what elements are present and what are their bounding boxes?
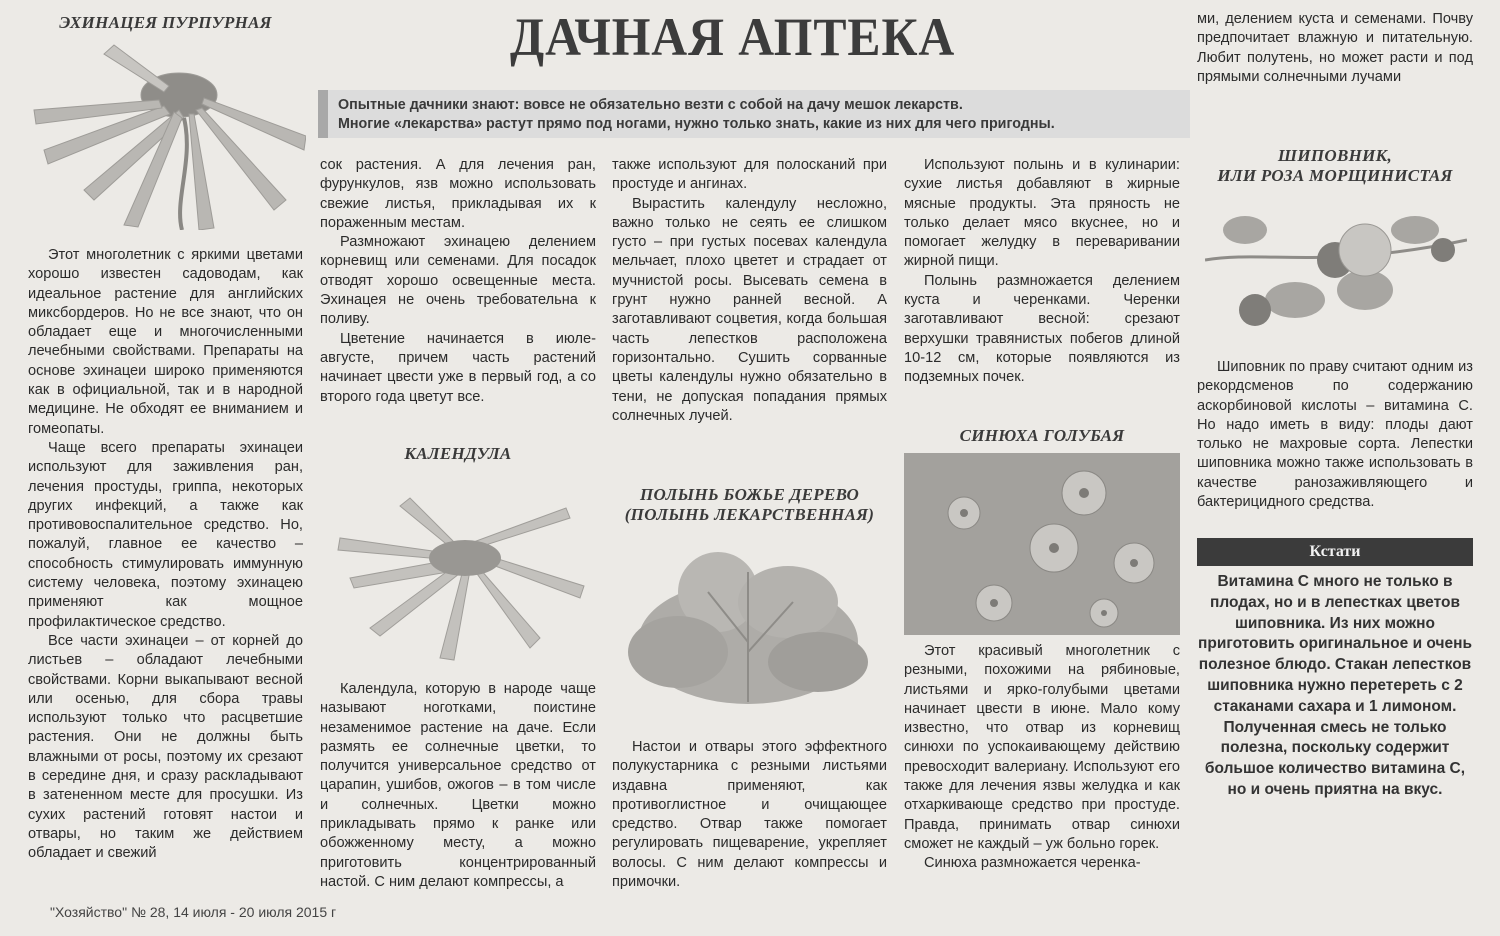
polemonium-text-col4	[904, 642, 1180, 874]
heading-rosehip	[1197, 146, 1473, 186]
heading-wormwood-line-2: (ПОЛЫНЬ ЛЕКАРСТВЕННАЯ)	[624, 505, 875, 524]
echinacea-illustration	[24, 40, 306, 230]
polemonium-text-col5	[1197, 10, 1473, 87]
heading-rosehip-line-2: ИЛИ РОЗА МОРЩИНИСТАЯ	[1217, 166, 1453, 185]
calendula-flower-icon	[330, 478, 590, 670]
paragraph: Размножают эхинацею делением корневищ или семенами. Для посадок отводят хорошо освещенные места. Эхинацея не очень требовательна к поливу.	[320, 234, 596, 328]
sidebar-text: Витамина С много не только в плодах, но и в лепестках цветов шиповника. Из них можно приготовить оригинальное и очень полезное блюдо. Стакан лепестков шиповника нужно перетереть с 2 стаканами сахара и 1 лимоном. Полученная смесь не только полезна, поскольку содержит большое количество витамина С, но и очень приятна на вкус.	[1197, 573, 1473, 798]
paragraph: Шиповник по праву считают одним из рекордсменов по содержанию аскорбиновой кислоты – витамина С. Но надо иметь в виду: плоды дают только не махровые сорта. Лепестки шиповника можно также использовать в качестве ранозаживляющего и бактерицидного средства.	[1197, 359, 1473, 511]
calendula-text-col3	[612, 156, 887, 426]
lead-paragraph	[318, 90, 1190, 138]
heading-polemonium: СИНЮХА ГОЛУБАЯ	[959, 426, 1125, 445]
heading-calendula: КАЛЕНДУЛА	[404, 444, 512, 463]
paragraph: Календула, которую в народе чаще называют ноготками, поистине незаменимое растение на даче. Если размять ее солнечные цветки, то получится универсальное средство от царапин, ушибов, ожогов – в том числе и солнечных. Цветки можно прикладывать прямо к ранке или обожженному месту, а можно приготовить концентрированный настой. С ним делают компрессы, а	[320, 681, 596, 890]
heading-wormwood-line-1: ПОЛЫНЬ БОЖЬЕ ДЕРЕВО	[639, 485, 860, 504]
paragraph: Этот красивый многолетник с резными, похожими на рябиновые, листьями и ярко-голубыми цветами начинает цвести в июне. Мало кому известно, что отвар из корневищ синюхи по успокаивающему действию превосходит валериану. Используют его также для лечения язвы желудка и как отхаркивающе средство при простуде. Правда, принимать отвар синюхи сможет не каждый – уж больно горек.	[904, 643, 1180, 852]
page-title: ДАЧНАЯ АПТЕКА	[510, 7, 956, 67]
heading-echinacea: ЭХИНАЦЕЯ ПУРПУРНАЯ	[59, 13, 272, 32]
paragraph: также используют для полосканий при простуде и ангинах.	[612, 157, 887, 193]
paragraph: Настои и отвары этого эффектного полукустарника с резными листьями издавна применяют, как противоглистное и очищающее средство. Отвар также помогает регулировать пищеварение, укрепляет волосы. С ним делают компрессы и примочки.	[612, 739, 887, 891]
heading-wormwood	[612, 485, 887, 525]
heading-rosehip-line-1: ШИПОВНИК,	[1277, 146, 1393, 165]
polemonium-flowers-icon	[904, 453, 1180, 635]
rosehip-text-col5	[1197, 358, 1473, 512]
sidebar-heading: Кстати	[1197, 538, 1473, 566]
calendula-text-col2	[320, 680, 596, 892]
paragraph: Все части эхинацеи – от корней до листьев – обладают лечебными свойствами. Корни выкапывают весной или осенью, для сбора травы используют только что расцветшие растения. Они не должны быть влажными от росы, поэтому их срезают в середине дня, и сразу раскладывают в затененном месте для просушки. Из сухих растений готовят настои и отвары, но таким же действием обладает и свежий	[28, 632, 303, 862]
calendula-illustration	[330, 478, 590, 670]
paragraph: Вырастить календулу несложно, важно только не сеять ее слишком густо – при густых посевах календула мельчает, плохо цветет и страдает от мучнистой росы. Высевать семена в грунт нужно ранней весной. А заготавливают соцветия, когда большая часть лепестков расположена горизонтально. Сушить сорванные цветы календулы нужно обязательно в тени, не допуская попадания прямых солнечных лучей.	[612, 195, 887, 424]
paragraph: сок растения. А для лечения ран, фурункулов, язв можно использовать свежие листья, прикладывая их к пораженным местам.	[320, 157, 596, 231]
rosehip-branch-icon	[1205, 190, 1467, 348]
wormwood-text-col3	[612, 738, 887, 892]
paragraph: Используют полынь и в кулинарии: сухие листья добавляют в жирные мясные продукты. Эта пряность не только делает мясо вкуснее, но и помогает желудку в переваривании жирной пищи.	[904, 157, 1180, 270]
wormwood-plant-icon	[618, 532, 880, 728]
polemonium-photo	[904, 453, 1180, 635]
paragraph: Чаще всего препараты эхинацеи используют для заживления ран, лечения простуды, гриппа, некоторых других инфекций, а также как противовоспалительное средство. Но, пожалуй, главное ее качество – способность стимулировать иммунную систему человека, поэтому эхинацею применяют как мощное профилактическое средство.	[28, 439, 303, 630]
lead-line-2: Многие «лекарства» растут прямо под ногами, нужно только знать, какие из них для чего пригодны.	[338, 116, 1055, 132]
wormwood-illustration	[618, 532, 880, 728]
lead-line-1: Опытные дачники знают: вовсе не обязательно везти с собой на дачу мешок лекарств.	[338, 97, 963, 113]
paragraph: Цветение начинается в июле-августе, причем часть растений начинает цвести уже в первый год, а со второго года цветут все.	[320, 330, 596, 405]
echinacea-text-col1	[28, 246, 303, 864]
paragraph: ми, делением куста и семенами. Почву предпочитает влажную и питательную. Любит полутень, но может расти и под прямыми солнечными лучами	[1197, 11, 1473, 85]
echinacea-text-col2	[320, 156, 596, 407]
wormwood-text-col4	[904, 156, 1180, 388]
paragraph: Полынь размножается делением куста и черенками. Черенки заготавливают весной: срезают верхушки травянистых побегов длиной 10-12 см, которые появляются из подземных почек.	[904, 272, 1180, 386]
paragraph: Этот многолетник с яркими цветами хорошо известен садоводам, как идеальное растение для английских миксбордеров. Но не все знают, что он обладает еще и многочисленными лечебными свойствами. Препараты на основе эхинацеи широко применяются как в официальной, так и в народной медицине. Не обходят ее вниманием и гомеопаты.	[28, 247, 303, 437]
rosehip-illustration	[1205, 190, 1467, 348]
page-footer: "Хозяйство" № 28, 14 июля - 20 июля 2015 г	[50, 904, 337, 920]
paragraph: Синюха размножается черенка-	[924, 855, 1141, 872]
echinacea-flower-icon	[24, 40, 306, 230]
